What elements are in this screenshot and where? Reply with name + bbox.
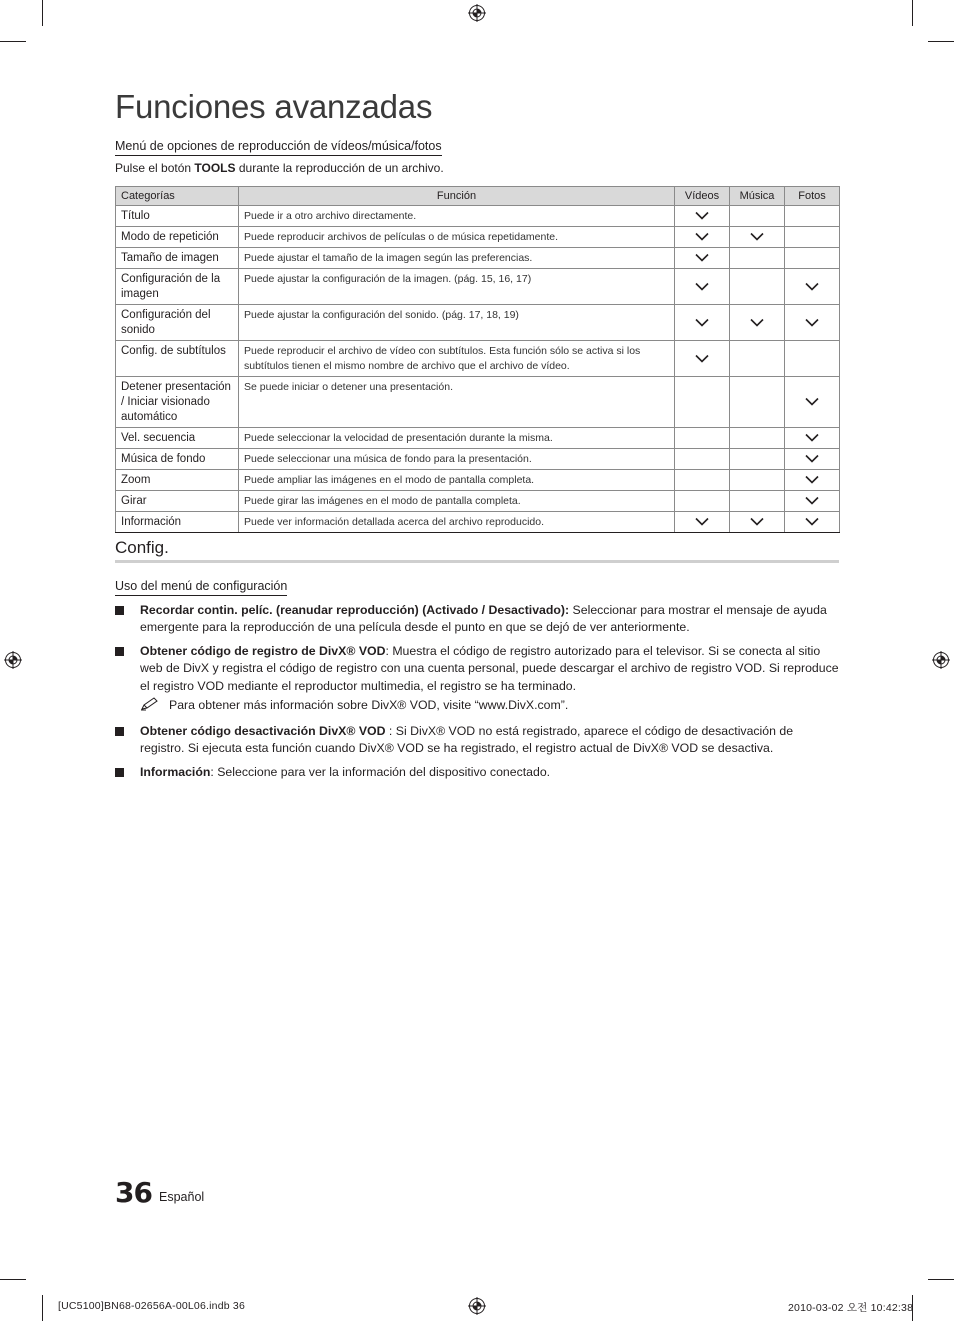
videos-support-cell: [675, 512, 730, 533]
videos-support-cell: [675, 269, 730, 305]
divx-note: [140, 697, 568, 714]
page-number: 36: [115, 1176, 152, 1209]
music-support-cell: [730, 269, 785, 305]
crop-mark-right-top: [928, 41, 954, 42]
function-cell: Se puede iniciar o detener una presentación.: [239, 377, 675, 428]
column-header-function: Función: [239, 187, 675, 206]
photos-support-cell: [785, 248, 840, 269]
music-support-cell: [730, 206, 785, 227]
check-icon: [750, 231, 764, 243]
options-table: [115, 186, 840, 533]
check-icon: [695, 316, 709, 328]
function-cell: Puede ver información detallada acerca del archivo reproducido.: [239, 512, 675, 533]
column-header-photos: Fotos: [785, 187, 840, 206]
function-cell: Puede ampliar las imágenes en el modo de pantalla completa.: [239, 470, 675, 491]
page-language: Español: [159, 1190, 205, 1204]
check-icon: [695, 210, 709, 222]
photos-support-cell: [785, 491, 840, 512]
table-row: [116, 269, 840, 305]
crop-mark-left-top: [0, 41, 26, 42]
videos-support-cell: [675, 206, 730, 227]
square-bullet-icon: [115, 606, 124, 615]
check-icon: [695, 516, 709, 528]
config-item-label: Obtener código de registro de DivX® VOD: [140, 644, 386, 658]
category-cell: Título: [116, 206, 239, 227]
table-row: [116, 341, 840, 377]
tools-key: TOOLS: [194, 161, 236, 175]
crop-mark-bottom-left: [42, 1295, 43, 1321]
videos-support-cell: [675, 248, 730, 269]
category-cell: Zoom: [116, 470, 239, 491]
function-cell: Puede seleccionar una música de fondo para la presentación.: [239, 449, 675, 470]
print-date-info: 2010-03-02 오전 10:42:38: [788, 1302, 914, 1314]
table-row: [116, 377, 840, 428]
registration-mark-icon: [4, 651, 22, 669]
config-item: [115, 602, 839, 637]
table-row: [116, 248, 840, 269]
check-icon: [805, 474, 819, 486]
category-cell: Configuración de la imagen: [116, 269, 239, 305]
check-icon: [805, 396, 819, 408]
videos-support-cell: [675, 428, 730, 449]
config-item: [115, 643, 839, 695]
check-icon: [695, 352, 709, 364]
videos-support-cell: [675, 491, 730, 512]
category-cell: Información: [116, 512, 239, 533]
square-bullet-icon: [115, 727, 124, 736]
category-cell: Tamaño de imagen: [116, 248, 239, 269]
column-header-category: Categorías: [116, 187, 239, 206]
photos-support-cell: [785, 269, 840, 305]
function-cell: Puede ajustar la configuración del sonido. (pág. 17, 18, 19): [239, 305, 675, 341]
photos-support-cell: [785, 206, 840, 227]
config-item-description: : Si DivX® VOD no está registrado, aparece el código de desactivación de registro. Si ejecuta esta función cuando DivX® VOD se ha registrado, el registro actual de DivX® VOD se desactiva.: [140, 724, 794, 756]
note-text: Para obtener más información sobre DivX® VOD, visite “www.DivX.com”.: [169, 698, 569, 712]
pencil-note-icon: [140, 697, 160, 711]
videos-support-cell: [675, 341, 730, 377]
music-support-cell: [730, 248, 785, 269]
music-support-cell: [730, 305, 785, 341]
options-table-body: [116, 206, 840, 533]
registration-mark-icon: [468, 4, 486, 22]
category-cell: Modo de repetición: [116, 227, 239, 248]
photos-support-cell: [785, 470, 840, 491]
options-menu-intro: [115, 161, 444, 175]
photos-support-cell: [785, 227, 840, 248]
section-divider: [115, 560, 839, 563]
options-menu-heading: Menú de opciones de reproducción de vídeos/música/fotos: [115, 139, 442, 156]
music-support-cell: [730, 377, 785, 428]
registration-mark-icon: [468, 1297, 486, 1315]
column-header-music: Música: [730, 187, 785, 206]
check-icon: [805, 495, 819, 507]
category-cell: Vel. secuencia: [116, 428, 239, 449]
videos-support-cell: [675, 227, 730, 248]
config-item-label: Recordar contin. pelíc. (reanudar reproducción) (Activado / Desactivado):: [140, 603, 570, 617]
print-file-info: [UC5100]BN68-02656A-00L06.indb 36: [58, 1300, 245, 1312]
config-item-description: : Seleccione para ver la información del dispositivo conectado.: [210, 765, 551, 779]
check-icon: [750, 316, 764, 328]
check-icon: [695, 231, 709, 243]
config-section-title: Config.: [115, 538, 169, 557]
table-row: [116, 449, 840, 470]
intro-pre: Pulse el botón: [115, 161, 195, 175]
photos-support-cell: [785, 377, 840, 428]
table-row: [116, 491, 840, 512]
registration-mark-icon: [932, 651, 950, 669]
photos-support-cell: [785, 305, 840, 341]
videos-support-cell: [675, 305, 730, 341]
function-cell: Puede seleccionar la velocidad de presentación durante la misma.: [239, 428, 675, 449]
check-icon: [805, 453, 819, 465]
check-icon: [805, 316, 819, 328]
photos-support-cell: [785, 341, 840, 377]
table-row: [116, 470, 840, 491]
config-item-description: : Muestra el código de registro autorizado para el televisor. Si se conecta al sitio web de DivX y registra el código de registro con una cuenta personal, puede descargar el archivo de registro VOD. Si reproduce el registro VOD mediante el reproductor multimedia, el registro se ha terminado.: [140, 644, 839, 693]
table-row: [116, 305, 840, 341]
function-cell: Puede reproducir el archivo de vídeo con subtítulos. Esta función sólo se activa si los subtítulos tienen el mismo nombre de archivo que el archivo de vídeo.: [239, 341, 675, 377]
check-icon: [805, 432, 819, 444]
intro-post: durante la reproducción de un archivo.: [235, 161, 444, 175]
photos-support-cell: [785, 449, 840, 470]
category-cell: Música de fondo: [116, 449, 239, 470]
config-item-label: Obtener código desactivación DivX® VOD: [140, 724, 386, 738]
check-icon: [695, 252, 709, 264]
category-cell: Config. de subtítulos: [116, 341, 239, 377]
category-cell: Configuración del sonido: [116, 305, 239, 341]
function-cell: Puede reproducir archivos de películas o de música repetidamente.: [239, 227, 675, 248]
config-item: [115, 723, 839, 758]
table-row: [116, 227, 840, 248]
config-item: [115, 764, 839, 781]
function-cell: Puede ir a otro archivo directamente.: [239, 206, 675, 227]
crop-mark-right-bottom: [928, 1279, 954, 1280]
music-support-cell: [730, 491, 785, 512]
square-bullet-icon: [115, 768, 124, 777]
square-bullet-icon: [115, 647, 124, 656]
music-support-cell: [730, 341, 785, 377]
videos-support-cell: [675, 449, 730, 470]
music-support-cell: [730, 428, 785, 449]
config-subheading: Uso del menú de configuración: [115, 579, 287, 596]
category-cell: Girar: [116, 491, 239, 512]
category-cell: Detener presentación / Iniciar visionado automático: [116, 377, 239, 428]
column-header-videos: Vídeos: [675, 187, 730, 206]
config-item-label: Información: [140, 765, 211, 779]
photos-support-cell: [785, 512, 840, 533]
check-icon: [695, 280, 709, 292]
function-cell: Puede girar las imágenes en el modo de pantalla completa.: [239, 491, 675, 512]
table-row: [116, 512, 840, 533]
function-cell: Puede ajustar el tamaño de la imagen según las preferencias.: [239, 248, 675, 269]
videos-support-cell: [675, 377, 730, 428]
crop-mark-left-bottom: [0, 1279, 26, 1280]
function-cell: Puede ajustar la configuración de la imagen. (pág. 15, 16, 17): [239, 269, 675, 305]
check-icon: [750, 516, 764, 528]
table-header-row: [116, 187, 840, 206]
crop-mark-top-left: [42, 0, 43, 26]
config-item-description: Seleccionar para mostrar el mensaje de ayuda emergente para la reproducción de una película desde el punto en que se dejó de ver anteriormente.: [140, 603, 827, 635]
check-icon: [805, 516, 819, 528]
crop-mark-top-right: [912, 0, 913, 26]
page-title: Funciones avanzadas: [115, 88, 433, 125]
table-row: [116, 428, 840, 449]
videos-support-cell: [675, 470, 730, 491]
check-icon: [805, 280, 819, 292]
table-row: [116, 206, 840, 227]
music-support-cell: [730, 512, 785, 533]
music-support-cell: [730, 449, 785, 470]
music-support-cell: [730, 227, 785, 248]
music-support-cell: [730, 470, 785, 491]
photos-support-cell: [785, 428, 840, 449]
